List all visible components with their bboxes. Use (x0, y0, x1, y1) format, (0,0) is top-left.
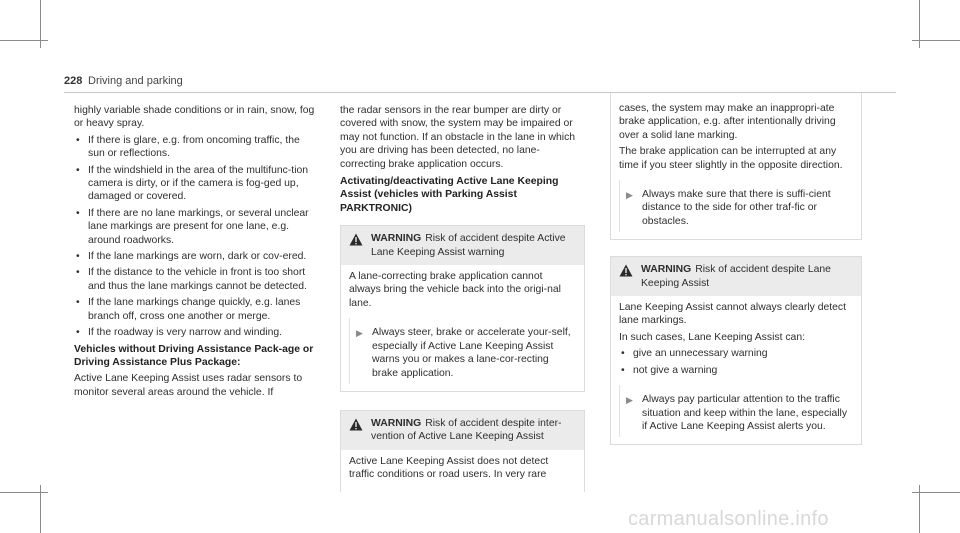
paragraph: Active Lane Keeping Assist does not detect traffic conditions or road users. In very rare (349, 455, 549, 481)
paragraph: Active Lane Keeping Assist uses radar sensors to monitor several areas around the vehicle. If (74, 373, 303, 398)
list-item: • If there are no lane markings, or several unclear lane markings are present for one lane, e.g. around roadworks. (76, 207, 309, 246)
warning-triangle-icon (619, 264, 633, 277)
warning-title: Risk of accident despite Active Lane Keeping Assist warning (371, 233, 566, 258)
list-item: • If there is glare, e.g. from oncoming traffic, the sun or reflections. (76, 134, 300, 160)
list-item: • If the lane markings change quickly, e.g. lanes branch off, cross one another or merge. (76, 297, 301, 322)
condition-list (74, 134, 319, 340)
warning-body (341, 450, 584, 492)
list-item: • If the windshield in the area of the multifunc-tion camera is dirty, or if the camera is fog-ged up, damaged or covered. (76, 164, 309, 203)
warning-body (611, 93, 861, 239)
warning-header (341, 411, 584, 450)
warning-label: WARNING (371, 233, 422, 245)
column-3 (610, 93, 862, 445)
list-item: • If the roadway is very narrow and winding. (76, 327, 283, 339)
warning-box-continued (610, 93, 862, 240)
action-step: ▶ Always steer, brake or accelerate your-self, especially if Active Lane Keeping Assist warns you or makes a lane-cor-recting brake application. (349, 318, 576, 384)
page-number: 228 (64, 75, 83, 87)
crop-mark (0, 492, 48, 493)
warning-label: WARNING (371, 417, 422, 429)
warning-body (611, 296, 861, 444)
watermark: carmanualsonline.info (628, 508, 829, 530)
warning-title: Risk of accident despite inter-vention of Active Lane Keeping Assist (371, 417, 562, 443)
warning-label: WARNING (641, 264, 692, 276)
warning-header (611, 257, 861, 296)
section-title: Driving and parking (88, 75, 183, 87)
paragraph: A lane-correcting brake application cannot always bring the vehicle back into the origi-nal lane. (349, 271, 561, 309)
action-step: ▶ Always make sure that there is suffi-cient distance to the side for other traf-fic or obstacles. (619, 180, 853, 232)
crop-mark (0, 40, 48, 41)
subsection-heading: Vehicles without Driving Assistance Pack-age or Driving Assistance Plus Package: (74, 343, 314, 368)
list-item: • If the lane markings are worn, dark or cov-ered. (76, 251, 307, 263)
column-1 (74, 104, 319, 402)
consequence-list (619, 347, 853, 377)
paragraph: Lane Keeping Assist cannot always clearly detect lane markings. (619, 302, 846, 327)
paragraph: In such cases, Lane Keeping Assist can: (619, 331, 805, 343)
warning-triangle-icon (349, 418, 363, 431)
warning-body (341, 265, 584, 391)
arrow-right-icon: ▶ (626, 395, 633, 406)
warning-box (610, 256, 862, 445)
paragraph: highly variable shade conditions or in rain, snow, fog or heavy spray. (74, 105, 315, 130)
list-item: • If the distance to the vehicle in front is too short and thus the lane markings cannot be detected. (76, 267, 307, 292)
paragraph: the radar sensors in the rear bumper are dirty or covered with snow, the system may be impaired or may not function. If an obstacle in the lane in which you are driving has been detected, no lane-correcting brake application occurs. (340, 105, 576, 170)
warning-title: Risk of accident despite Lane Keeping Assist (641, 264, 831, 289)
warning-header (341, 226, 584, 265)
warning-triangle-icon (349, 233, 363, 246)
warning-box (340, 225, 585, 392)
paragraph: cases, the system may make an inappropri-ate brake application, e.g. after intentionally driving over a solid lane marking. (619, 103, 836, 141)
paragraph: The brake application can be interrupted at any time if you steer slightly in the opposite direction. (619, 146, 843, 171)
section-heading: Activating/deactivating Active Lane Keeping Assist (vehicles with Parking Assist PARKTRONIC) (340, 176, 559, 214)
arrow-right-icon: ▶ (626, 190, 633, 201)
crop-mark (912, 40, 960, 41)
crop-mark (912, 492, 960, 493)
list-item: • not give a warning (621, 364, 718, 376)
column-2 (340, 104, 585, 492)
warning-box (340, 410, 585, 492)
arrow-right-icon: ▶ (356, 328, 363, 339)
action-step: ▶ Always pay particular attention to the traffic situation and keep within the lane, especially if Active Lane Keeping Assist alerts you. (619, 385, 853, 437)
list-item: • give an unnecessary warning (621, 348, 768, 360)
